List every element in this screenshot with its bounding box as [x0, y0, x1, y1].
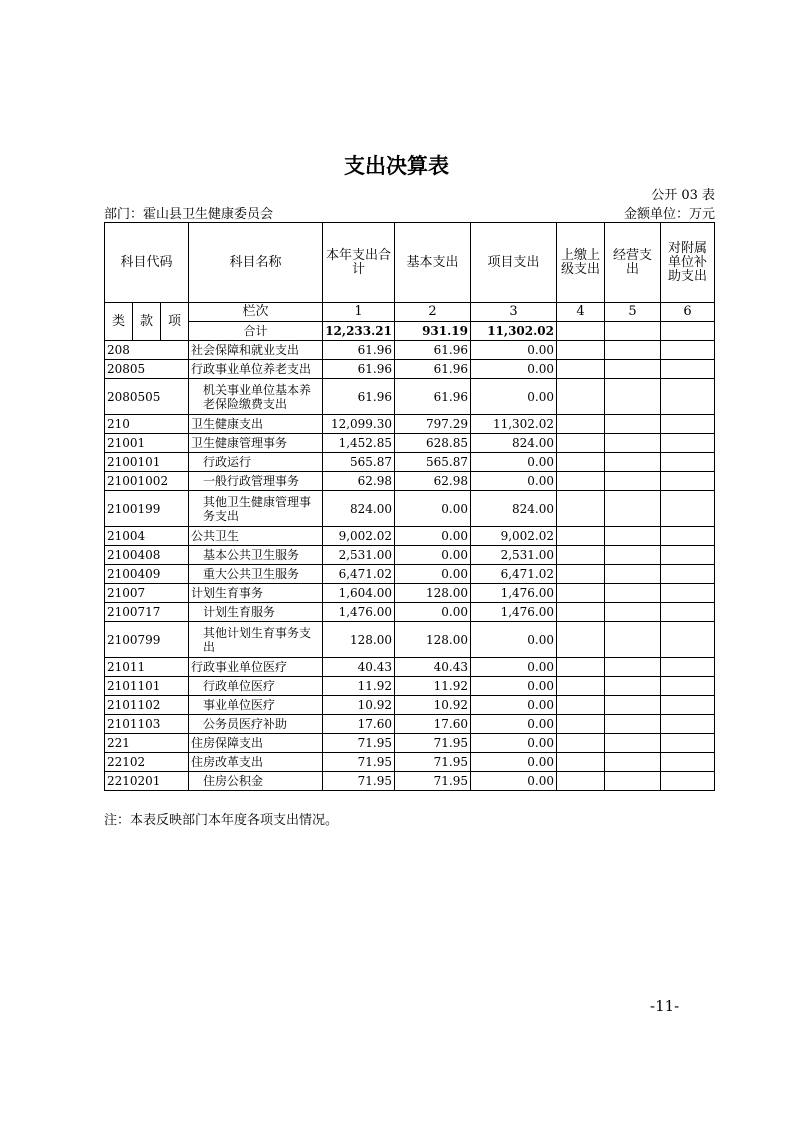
- row-name: 事业单位医疗: [189, 696, 323, 715]
- row-project: 824.00: [471, 491, 557, 527]
- empty-cell: [605, 491, 661, 527]
- total-basic: 931.19: [395, 322, 471, 341]
- row-name: 行政运行: [189, 453, 323, 472]
- empty-cell: [605, 322, 661, 341]
- row-project: 0.00: [471, 472, 557, 491]
- empty-cell: [605, 341, 661, 360]
- col-number: 4: [557, 303, 605, 322]
- empty-cell: [605, 472, 661, 491]
- row-name: 卫生健康管理事务: [189, 434, 323, 453]
- row-code: 208: [105, 341, 189, 360]
- row-project: 2,531.00: [471, 546, 557, 565]
- table-row: [105, 603, 715, 622]
- empty-cell: [557, 527, 605, 546]
- table-row: [105, 341, 715, 360]
- row-name: 公务员医疗补助: [189, 715, 323, 734]
- row-basic: 628.85: [395, 434, 471, 453]
- row-total: 2,531.00: [323, 546, 395, 565]
- empty-cell: [605, 715, 661, 734]
- empty-cell: [605, 677, 661, 696]
- row-code: 22102: [105, 753, 189, 772]
- empty-cell: [605, 753, 661, 772]
- empty-cell: [557, 715, 605, 734]
- row-project: 0.00: [471, 453, 557, 472]
- row-name: 公共卫生: [189, 527, 323, 546]
- empty-cell: [557, 696, 605, 715]
- empty-cell: [661, 527, 715, 546]
- empty-cell: [661, 565, 715, 584]
- empty-cell: [661, 658, 715, 677]
- header-project: 项目支出: [471, 223, 557, 303]
- empty-cell: [605, 565, 661, 584]
- empty-cell: [605, 415, 661, 434]
- empty-cell: [557, 658, 605, 677]
- header-lei: 类: [105, 303, 133, 341]
- row-code: 2080505: [105, 379, 189, 415]
- empty-cell: [557, 565, 605, 584]
- row-basic: 0.00: [395, 491, 471, 527]
- row-basic: 71.95: [395, 772, 471, 791]
- header-upper: 上缴上级支出: [557, 223, 605, 303]
- row-name: 行政单位医疗: [189, 677, 323, 696]
- row-project: 1,476.00: [471, 584, 557, 603]
- row-project: 9,002.02: [471, 527, 557, 546]
- empty-cell: [661, 491, 715, 527]
- row-basic: 61.96: [395, 360, 471, 379]
- row-total: 71.95: [323, 734, 395, 753]
- header-total: 本年支出合计: [323, 223, 395, 303]
- row-basic: 61.96: [395, 379, 471, 415]
- empty-cell: [557, 453, 605, 472]
- table-body: [105, 341, 715, 791]
- row-code: 2100199: [105, 491, 189, 527]
- empty-cell: [557, 491, 605, 527]
- table-row: [105, 491, 715, 527]
- row-code: 20805: [105, 360, 189, 379]
- row-basic: 128.00: [395, 622, 471, 658]
- col-number: 6: [661, 303, 715, 322]
- row-name: 一般行政管理事务: [189, 472, 323, 491]
- row-name: 住房公积金: [189, 772, 323, 791]
- header-basic: 基本支出: [395, 223, 471, 303]
- table-row: [105, 415, 715, 434]
- row-total: 40.43: [323, 658, 395, 677]
- empty-cell: [557, 772, 605, 791]
- empty-cell: [661, 379, 715, 415]
- row-code: 2101102: [105, 696, 189, 715]
- empty-cell: [557, 677, 605, 696]
- row-total: 61.96: [323, 360, 395, 379]
- header-code: 科目代码: [105, 223, 189, 303]
- row-total: 71.95: [323, 753, 395, 772]
- row-total: 565.87: [323, 453, 395, 472]
- empty-cell: [605, 527, 661, 546]
- empty-cell: [557, 472, 605, 491]
- row-code: 2101103: [105, 715, 189, 734]
- row-name: 重大公共卫生服务: [189, 565, 323, 584]
- empty-cell: [557, 341, 605, 360]
- row-code: 21001: [105, 434, 189, 453]
- table-note: 注：本表反映部门本年度各项支出情况。: [104, 813, 339, 828]
- table-row: [105, 546, 715, 565]
- row-total: 61.96: [323, 341, 395, 360]
- table-row: [105, 379, 715, 415]
- empty-cell: [605, 453, 661, 472]
- table-row: [105, 734, 715, 753]
- row-code: 2100717: [105, 603, 189, 622]
- row-total: 1,452.85: [323, 434, 395, 453]
- row-total: 6,471.02: [323, 565, 395, 584]
- row-project: 0.00: [471, 622, 557, 658]
- empty-cell: [557, 322, 605, 341]
- empty-cell: [605, 584, 661, 603]
- row-total: 128.00: [323, 622, 395, 658]
- empty-cell: [661, 772, 715, 791]
- row-basic: 565.87: [395, 453, 471, 472]
- table-row: [105, 360, 715, 379]
- row-basic: 11.92: [395, 677, 471, 696]
- empty-cell: [557, 734, 605, 753]
- empty-cell: [605, 434, 661, 453]
- row-total: 61.96: [323, 379, 395, 415]
- row-name: 行政事业单位养老支出: [189, 360, 323, 379]
- row-name: 机关事业单位基本养老保险缴费支出: [189, 379, 323, 415]
- row-total: 71.95: [323, 772, 395, 791]
- row-total: 62.98: [323, 472, 395, 491]
- expenditure-table: [104, 222, 715, 791]
- row-name: 住房保障支出: [189, 734, 323, 753]
- empty-cell: [661, 322, 715, 341]
- row-basic: 0.00: [395, 603, 471, 622]
- empty-cell: [661, 341, 715, 360]
- empty-cell: [661, 415, 715, 434]
- col-number: 3: [471, 303, 557, 322]
- row-basic: 0.00: [395, 527, 471, 546]
- empty-cell: [661, 753, 715, 772]
- empty-cell: [605, 546, 661, 565]
- empty-cell: [661, 546, 715, 565]
- empty-cell: [605, 658, 661, 677]
- header-name: 科目名称: [189, 223, 323, 303]
- row-name: 卫生健康支出: [189, 415, 323, 434]
- col-number: 5: [605, 303, 661, 322]
- row-project: 0.00: [471, 677, 557, 696]
- empty-cell: [605, 622, 661, 658]
- col-number: 1: [323, 303, 395, 322]
- row-name: 行政事业单位医疗: [189, 658, 323, 677]
- empty-cell: [661, 603, 715, 622]
- empty-cell: [557, 360, 605, 379]
- empty-cell: [557, 379, 605, 415]
- empty-cell: [605, 379, 661, 415]
- row-project: 6,471.02: [471, 565, 557, 584]
- table-row: [105, 565, 715, 584]
- row-total: 12,099.30: [323, 415, 395, 434]
- empty-cell: [661, 677, 715, 696]
- table-row: [105, 677, 715, 696]
- empty-cell: [605, 603, 661, 622]
- amount-unit-label: 金额单位：万元: [623, 207, 715, 222]
- header-subsidy: 对附属单位补助支出: [661, 223, 715, 303]
- empty-cell: [605, 734, 661, 753]
- empty-cell: [661, 715, 715, 734]
- empty-cell: [661, 360, 715, 379]
- total-row: [105, 322, 715, 341]
- form-number: 公开 03 表: [651, 188, 715, 203]
- row-basic: 61.96: [395, 341, 471, 360]
- row-basic: 128.00: [395, 584, 471, 603]
- row-name: 计划生育事务: [189, 584, 323, 603]
- row-basic: 0.00: [395, 546, 471, 565]
- row-code: 21007: [105, 584, 189, 603]
- empty-cell: [661, 434, 715, 453]
- table-row: [105, 584, 715, 603]
- empty-cell: [605, 696, 661, 715]
- department-label: 部门：霍山县卫生健康委员会: [104, 207, 274, 222]
- empty-cell: [557, 622, 605, 658]
- row-name: 住房改革支出: [189, 753, 323, 772]
- row-basic: 71.95: [395, 753, 471, 772]
- row-project: 0.00: [471, 696, 557, 715]
- empty-cell: [557, 546, 605, 565]
- row-code: 2210201: [105, 772, 189, 791]
- row-total: 17.60: [323, 715, 395, 734]
- empty-cell: [661, 584, 715, 603]
- header-row: [105, 223, 715, 303]
- row-basic: 17.60: [395, 715, 471, 734]
- total-label: 合计: [189, 322, 323, 341]
- row-project: 0.00: [471, 379, 557, 415]
- row-code: 2100799: [105, 622, 189, 658]
- row-project: 0.00: [471, 715, 557, 734]
- empty-cell: [557, 603, 605, 622]
- row-project: 0.00: [471, 360, 557, 379]
- row-project: 0.00: [471, 734, 557, 753]
- row-basic: 40.43: [395, 658, 471, 677]
- empty-cell: [557, 584, 605, 603]
- row-total: 1,476.00: [323, 603, 395, 622]
- table-row: [105, 434, 715, 453]
- row-project: 824.00: [471, 434, 557, 453]
- row-code: 2101101: [105, 677, 189, 696]
- column-number-row: [105, 303, 715, 322]
- row-project: 0.00: [471, 658, 557, 677]
- row-code: 21011: [105, 658, 189, 677]
- row-total: 824.00: [323, 491, 395, 527]
- row-total: 9,002.02: [323, 527, 395, 546]
- row-basic: 10.92: [395, 696, 471, 715]
- table-row: [105, 753, 715, 772]
- table-row: [105, 527, 715, 546]
- row-total: 10.92: [323, 696, 395, 715]
- row-code: 210: [105, 415, 189, 434]
- table-row: [105, 715, 715, 734]
- page-title: 支出决算表: [344, 154, 449, 178]
- row-total: 1,604.00: [323, 584, 395, 603]
- row-project: 0.00: [471, 341, 557, 360]
- empty-cell: [557, 434, 605, 453]
- header-business: 经营支出: [605, 223, 661, 303]
- row-project: 0.00: [471, 753, 557, 772]
- row-code: 221: [105, 734, 189, 753]
- empty-cell: [661, 472, 715, 491]
- table-row: [105, 472, 715, 491]
- table-row: [105, 622, 715, 658]
- row-basic: 71.95: [395, 734, 471, 753]
- empty-cell: [661, 622, 715, 658]
- row-project: 0.00: [471, 772, 557, 791]
- row-name: 基本公共卫生服务: [189, 546, 323, 565]
- empty-cell: [661, 734, 715, 753]
- row-basic: 62.98: [395, 472, 471, 491]
- row-project: 11,302.02: [471, 415, 557, 434]
- empty-cell: [605, 772, 661, 791]
- header-lanci: 栏次: [189, 303, 323, 322]
- row-name: 社会保障和就业支出: [189, 341, 323, 360]
- row-basic: 0.00: [395, 565, 471, 584]
- row-name: 其他卫生健康管理事务支出: [189, 491, 323, 527]
- empty-cell: [605, 360, 661, 379]
- total-project: 11,302.02: [471, 322, 557, 341]
- table-row: [105, 658, 715, 677]
- total-total: 12,233.21: [323, 322, 395, 341]
- row-code: 2100408: [105, 546, 189, 565]
- col-number: 2: [395, 303, 471, 322]
- empty-cell: [661, 453, 715, 472]
- header-kuan: 款: [133, 303, 161, 341]
- header-xiang: 项: [161, 303, 189, 341]
- row-code: 21004: [105, 527, 189, 546]
- row-code: 2100409: [105, 565, 189, 584]
- table-row: [105, 696, 715, 715]
- row-basic: 797.29: [395, 415, 471, 434]
- table-row: [105, 453, 715, 472]
- row-name: 其他计划生育事务支出: [189, 622, 323, 658]
- table-row: [105, 772, 715, 791]
- row-project: 1,476.00: [471, 603, 557, 622]
- row-name: 计划生育服务: [189, 603, 323, 622]
- row-code: 2100101: [105, 453, 189, 472]
- empty-cell: [661, 696, 715, 715]
- empty-cell: [557, 415, 605, 434]
- row-code: 21001002: [105, 472, 189, 491]
- empty-cell: [557, 753, 605, 772]
- page-number: -11-: [650, 997, 680, 1015]
- row-total: 11.92: [323, 677, 395, 696]
